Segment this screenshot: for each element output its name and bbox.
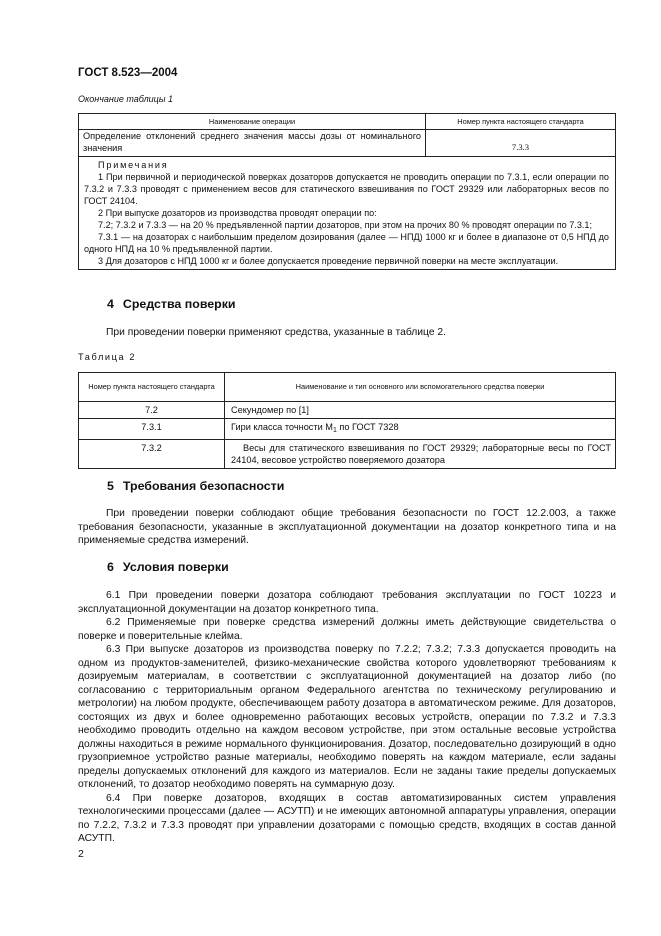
table2-header-row (79, 373, 616, 402)
notes-title: Примечания (98, 160, 169, 170)
section6-title: Условия поверки (122, 560, 229, 574)
table-row (79, 402, 616, 419)
table1 (78, 113, 616, 270)
table1-clause-cell: 7.3.3 (426, 130, 616, 157)
table1-col-clause: Номер пункта настоящего стандарта (426, 114, 616, 130)
table2-means-cell: Весы для статического взвешивания по ГОСТ 29329; лабораторные весы по ГОСТ 24104, весовое устройство поверяемого дозатора (225, 440, 616, 469)
section6-paragraph: 6.2 Применяемые при поверке средства измерений должны иметь действующие свидетельства о поверке и поверительные клейма. (78, 617, 616, 642)
note-item: 3 Для дозаторов с НПД 1000 кг и более допускается проведение первичной поверки на месте эксплуатации. (98, 256, 559, 266)
table-row (79, 130, 616, 157)
section4-text: При проведении поверки применяют средства, указанные в таблице 2. (106, 327, 446, 338)
table2 (78, 372, 616, 469)
table1-operation-cell: Определение отклонений среднего значения массы дозы от номинального значения (79, 130, 426, 157)
document-header: ГОСТ 8.523—2004 (78, 67, 178, 79)
table1-notes (79, 157, 616, 270)
means-suffix: по ГОСТ 7328 (336, 422, 399, 432)
table1-col-operation: Наименование операции (79, 114, 426, 130)
table2-clause-cell: 7.3.2 (79, 440, 225, 469)
table-row (79, 419, 616, 440)
section5-body (78, 507, 616, 548)
table1-notes-row (79, 157, 616, 270)
section5-number: 5 (107, 479, 114, 493)
table2-col-clause: Номер пункта настоящего стандарта (79, 373, 225, 402)
table2-means-cell: Секундомер по [1] (225, 402, 616, 419)
page-number: 2 (78, 848, 84, 860)
section5-heading (107, 479, 284, 493)
section4-title: Средства поверки (122, 297, 236, 311)
table2-clause-cell: 7.3.1 (79, 419, 225, 440)
section4-number: 4 (107, 297, 114, 311)
section4-body (78, 326, 616, 340)
table1-header-row (79, 114, 616, 130)
table1-caption: Окончание таблицы 1 (78, 94, 173, 104)
table2-means-cell (225, 419, 616, 440)
table2-label: Таблица 2 (78, 352, 137, 362)
table2-clause-cell: 7.2 (79, 402, 225, 419)
section6-number: 6 (107, 560, 114, 574)
note-item: 2 При выпуске дозаторов из производства проводят операции по: (98, 208, 377, 218)
note-item: 7.3.1 — на дозаторах с наибольшим пределом дозирования (далее — НПД) 1000 кг и более в диапазоне от 0,5 НПД до одного НПД на 10 % предъявленной партии. (84, 232, 609, 254)
means-subscript: 1 (332, 427, 337, 434)
note-item: 1 При первичной и периодической поверках дозаторов допускается не проводить операции по 7.3.1, если операции по 7.3.2 и 7.3.3 проводят с применением весов для статического взвешивания по ГОСТ 29329 или лабораторных весов по ГОСТ 24104. (84, 172, 609, 206)
table2-col-means: Наименование и тип основного или вспомогательного средства поверки (225, 373, 616, 402)
section5-title: Требования безопасности (122, 479, 285, 493)
section5-text: При проведении поверки соблюдают общие требования безопасности по ГОСТ 12.2.003, а также требования безопасности, указанные в эксплуатационной документации на дозатор конкретного типа и на применяемые средства измерений. (78, 508, 616, 546)
section6-paragraph: 6.3 При выпуске дозаторов из производства поверку по 7.2.2; 7.3.2; 7.3.3 допускается проводить на одном из продуктов-заменителей, физико-механические свойства которого удовлетворяют требованиям к дозируемым материалам, в соответствии с эксплуатационной документацией на дозатор либо (по согласованию с территориальным органом Федерального агентства по техническому регулированию и метрологии) на любом продукте, обеспечивающем работу дозатора в автоматическом режиме. Для дозаторов, состоящих из двух и более одновременно работающих весовых устройств, операции по 7.3.2 и 7.3.3 необходимо проводить отдельно на каждом весовом устройстве, при этом остальные весовые устройства должны находиться в режиме нормального функционирования. Дозатор, последовательно дозирующий в одно грузоприемное устройство разные материалы, необходимо поверять на каждом материале, если заданы пределы допускаемых отклонений для каждого из материалов. Если не заданы такие пределы допускаемых отклонений, то дозатор необходимо поверять на суммарную дозу. (78, 644, 616, 790)
section6-paragraph: 6.1 При проведении поверки дозатора соблюдают требования эксплуатации по ГОСТ 10223 и эксплуатационной документации на дозатор конкретного типа. (78, 590, 616, 615)
section4-heading (107, 297, 236, 311)
note-item: 7.2; 7.3.2 и 7.3.3 — на 20 % предъявленной партии дозаторов, при этом на прочих 80 % проводят операции по 7.3.1; (98, 220, 593, 230)
means-prefix: Гири класса точности М (231, 422, 333, 432)
section6-heading (107, 560, 229, 574)
section6-paragraph: 6.4 При поверке дозаторов, входящих в состав автоматизированных систем управления технологическими процессами (далее — АСУТП) и не имеющих автономной аппаратуры управления, операции по 7.2.2, 7.3.2 и 7.3.3 проводят при управлении дозаторами с помощью средств, входящих в состав данной АСУТП. (78, 792, 616, 844)
section6-body (78, 589, 616, 846)
table-row (79, 440, 616, 469)
